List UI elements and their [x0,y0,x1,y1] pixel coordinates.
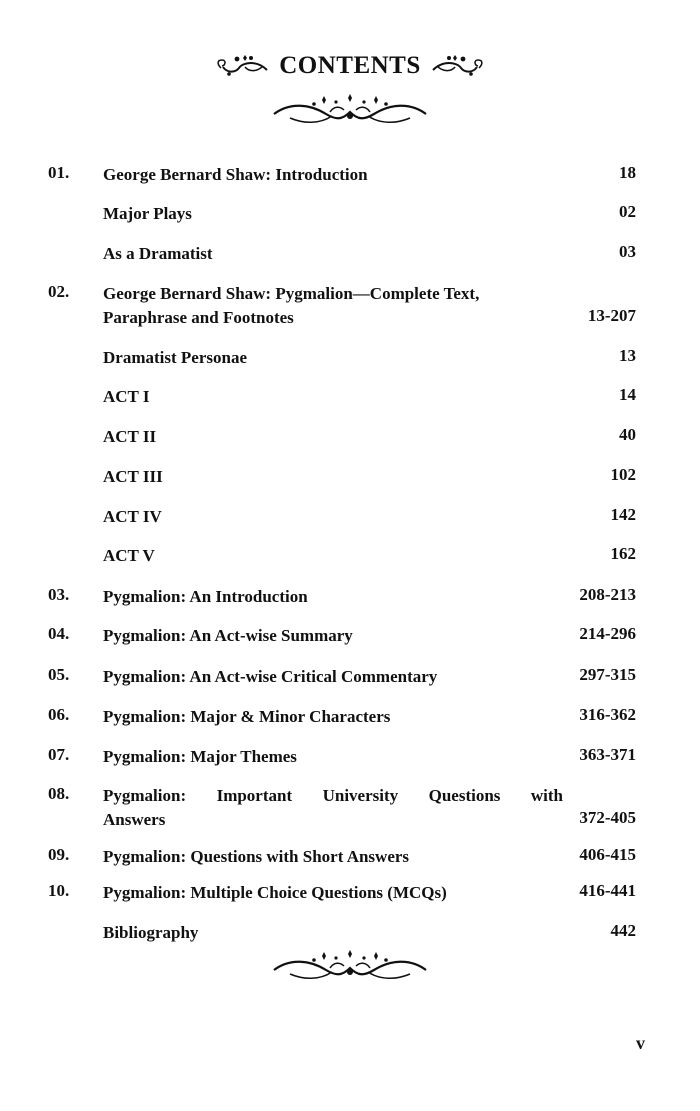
entry-title-line1: George Bernard Shaw: Pygmalion—Complete Text, [103,284,480,303]
entry-number: 03. [48,585,70,604]
entry-title [103,784,563,832]
entry-title: ACT III [103,467,163,486]
entry-title: Pygmalion: Multiple Choice Questions (MCQs) [103,883,447,902]
entry-title: Pygmalion: An Act-wise Critical Commentary [103,667,438,686]
entry-title: Pygmalion: An Act-wise Summary [103,626,353,645]
entry-page: 297-315 [579,665,636,684]
entry-page: 40 [619,425,636,444]
entry-page: 316-362 [579,705,636,724]
entry-title-line2: Answers [103,810,166,829]
entry-title-line1: Pygmalion: Important University Questions with [103,786,563,805]
floral-divider-bottom-icon [270,950,430,984]
entry-number: 05. [48,665,70,684]
entry-number: 01. [48,163,70,182]
entry-title: Pygmalion: Questions with Short Answers [103,847,410,866]
entry-title: Pygmalion: Major & Minor Characters [103,707,391,726]
entry-page: 406-415 [579,845,636,864]
contents-heading [0,52,700,80]
entry-page: 02 [619,202,636,221]
entry-title: As a Dramatist [103,244,213,263]
entry-title [103,282,563,330]
entry-page: 442 [610,921,636,940]
entry-page: 142 [610,505,636,524]
entry-number: 04. [48,624,70,643]
entry-page: 214-296 [579,624,636,643]
floral-divider-icon [270,94,430,128]
entry-page: 13-207 [587,306,636,325]
entry-page: 416-441 [579,881,636,900]
entry-page: 18 [619,163,636,182]
entry-number: 09. [48,845,70,864]
entry-title: Pygmalion: Major Themes [103,747,297,766]
entry-title: ACT V [103,546,155,565]
entry-page: 162 [610,544,636,563]
entry-title: Bibliography [103,923,199,942]
entry-page: 13 [619,346,636,365]
entry-page: 208-213 [579,585,636,604]
entry-title: ACT IV [103,507,162,526]
entry-title: Dramatist Personae [103,348,247,367]
entry-title: ACT I [103,387,150,406]
entry-number: 08. [48,784,70,803]
page-title: CONTENTS [279,52,421,79]
entry-number: 06. [48,705,70,724]
entry-title: ACT II [103,427,157,446]
entry-number: 10. [48,881,70,900]
entry-page: 372-405 [579,808,636,827]
entry-number: 07. [48,745,70,764]
entry-title: George Bernard Shaw: Introduction [103,165,368,184]
entry-page: 03 [619,242,636,261]
entry-title: Pygmalion: An Introduction [103,587,308,606]
entry-page: 14 [619,385,636,404]
floral-ornament-left-icon [213,54,269,78]
entry-page: 102 [610,465,636,484]
page-number: v [636,1033,645,1053]
floral-ornament-right-icon [431,54,487,78]
entry-page: 363-371 [579,745,636,764]
entry-title-line2: Paraphrase and Footnotes [103,308,294,327]
entry-title: Major Plays [103,204,192,223]
entry-number: 02. [48,282,70,301]
